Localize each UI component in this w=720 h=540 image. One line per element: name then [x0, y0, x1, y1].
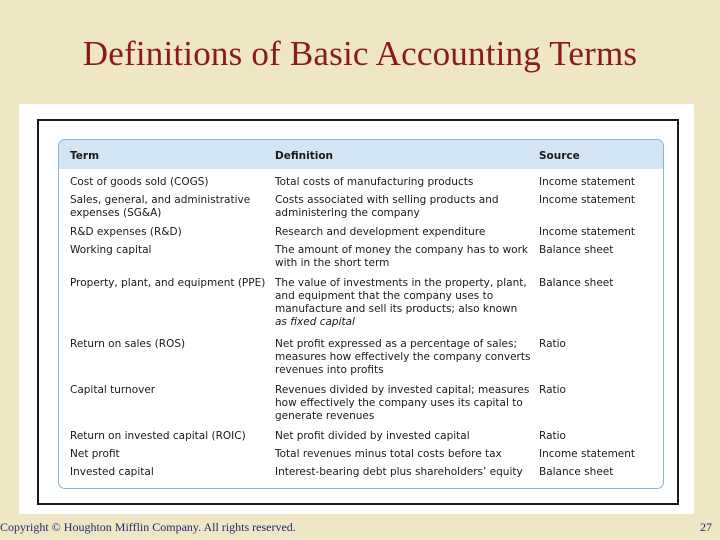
table-header: [59, 140, 663, 169]
cell-term: Invested capital: [70, 466, 154, 478]
cell-source: Income statement: [539, 176, 636, 188]
cell-definition: Revenues divided by invested capital; measures how effectively the company uses its capital to generate revenues: [275, 384, 530, 422]
cell-term: Net profit: [70, 448, 120, 460]
cell-definition: Interest-bearing debt plus shareholders’ equity: [275, 466, 523, 478]
cell-term: Return on sales (ROS): [70, 338, 186, 350]
cell-definition: The value of investments in the property, plant, and equipment that the company uses to manufacture and sell its products; also known: [275, 277, 527, 315]
cell-definition: Net profit divided by invested capital: [275, 430, 470, 442]
cell-term: Capital turnover: [70, 384, 156, 396]
cell-source: Balance sheet: [539, 277, 614, 289]
cell-definition: Total revenues minus total costs before tax: [275, 448, 502, 460]
header-term: Term: [70, 150, 100, 162]
cell-term: Property, plant, and equipment (PPE): [70, 277, 266, 289]
cell-source: Income statement: [539, 226, 636, 238]
slide-title: Definitions of Basic Accounting Terms: [82, 34, 638, 73]
page-number: 27: [700, 520, 712, 534]
header-definition: Definition: [275, 150, 334, 162]
header-source: Source: [539, 150, 580, 162]
cell-term: Cost of goods sold (COGS): [70, 176, 209, 188]
cell-definition: The amount of money the company has to work with in the short term: [275, 244, 528, 269]
cell-term: Sales, general, and administrative expenses (SG&A): [70, 194, 251, 219]
cell-definition: Net profit expressed as a percentage of sales; measures how effectively the company converts revenues into profits: [275, 338, 531, 376]
cell-source: Balance sheet: [539, 244, 614, 256]
cell-definition: Research and development expenditure: [275, 226, 486, 238]
cell-term: R&D expenses (R&D): [70, 226, 182, 238]
cell-definition: Total costs of manufacturing products: [275, 176, 474, 188]
cell-source: Ratio: [539, 384, 566, 396]
accounting-terms-table: [58, 139, 664, 489]
footer-copyright: Copyright © Houghton Mifflin Company. All rights reserved.: [0, 520, 296, 534]
cell-source: Balance sheet: [539, 466, 614, 478]
cell-definition: Costs associated with selling products and administering the company: [275, 194, 499, 219]
cell-source: Income statement: [539, 194, 636, 206]
cell-term: Working capital: [70, 244, 152, 256]
cell-source: Ratio: [539, 430, 566, 442]
cell-definition-italic: as fixed capital: [275, 316, 355, 328]
cell-source: Ratio: [539, 338, 566, 350]
cell-source: Income statement: [539, 448, 636, 460]
cell-term: Return on invested capital (ROIC): [70, 430, 246, 442]
